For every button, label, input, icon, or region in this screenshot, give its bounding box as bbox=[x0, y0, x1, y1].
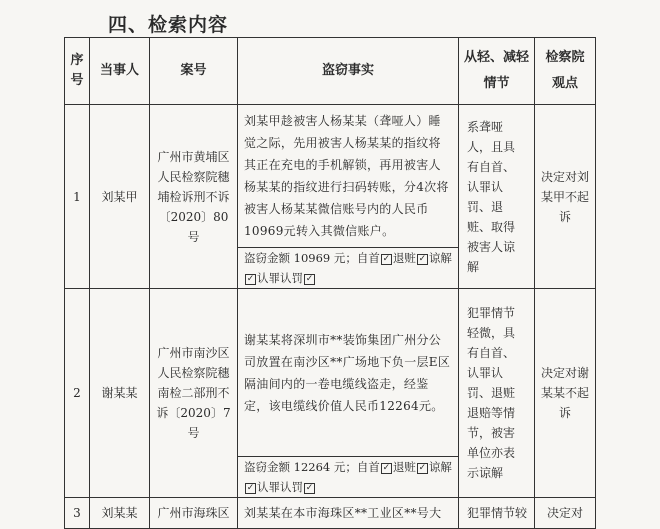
row-amount-line: 盗窃金额 12264 元；自首 ✓ 退赃 ✓ 谅解✓ 认罪认罚 ✓ bbox=[238, 457, 459, 498]
header-party: 当事人 bbox=[90, 38, 150, 105]
checkbox: ✓ bbox=[246, 482, 255, 493]
search-results-table bbox=[64, 37, 596, 529]
table-row bbox=[65, 498, 596, 529]
checkbox: ✓ bbox=[305, 482, 314, 493]
row-mitigation: 系聋哑人，且具有自首、认罪认罚、退赃、取得被害人谅解 bbox=[459, 105, 535, 289]
header-opinion: 检察院观点 bbox=[535, 38, 596, 105]
row-party: 刘某甲 bbox=[90, 105, 150, 289]
row-party: 谢某某 bbox=[90, 289, 150, 498]
row-amount-line: 盗窃金额 10969 元；自首 ✓ 退赃 ✓ 谅解✓ 认罪认罚 ✓ bbox=[238, 248, 459, 289]
header-seq: 序号 bbox=[65, 38, 90, 105]
row-seq: 2 bbox=[65, 289, 90, 498]
row-mitigation: 犯罪情节轻微，具有自首、认罪认罚、退赃退赔等情节，被害单位亦表示谅解 bbox=[459, 289, 535, 498]
row-opinion: 决定对刘某甲不起诉 bbox=[535, 105, 596, 289]
row-case-no: 广州市黄埔区人民检察院穗埔检诉刑不诉〔2020〕80号 bbox=[150, 105, 238, 289]
checkbox: ✓ bbox=[418, 462, 427, 473]
table-row bbox=[65, 289, 596, 457]
section-title: 四、检索内容 bbox=[108, 14, 229, 36]
checkbox: ✓ bbox=[382, 462, 391, 473]
row-case-no: 广州市南沙区人民检察院穗南检二部刑不诉〔2020〕7号 bbox=[150, 289, 238, 498]
row-mitigation: 犯罪情节较 bbox=[459, 498, 535, 529]
row-facts: 刘某甲趁被害人杨某某（聋哑人）睡觉之际，先用被害人杨某某的指纹将其正在充电的手机解锁，再用被害人杨某某的指纹进行扫码转账，分4次将被害人杨某某微信账号内的人民币10969元转入其微信账户。 bbox=[238, 105, 459, 248]
row-party: 刘某某 bbox=[90, 498, 150, 529]
checkbox: ✓ bbox=[246, 273, 255, 284]
row-opinion: 决定对 bbox=[535, 498, 596, 529]
header-mitigation: 从轻、减轻情节 bbox=[459, 38, 535, 105]
table-row bbox=[65, 105, 596, 248]
row-case-no: 广州市海珠区 bbox=[150, 498, 238, 529]
checkbox: ✓ bbox=[382, 253, 391, 264]
header-facts: 盗窃事实 bbox=[238, 38, 459, 105]
checkbox: ✓ bbox=[418, 253, 427, 264]
row-facts: 谢某某将深圳市**装饰集团广州分公司放置在南沙区**广场地下负一层E区隔油间内的一卷电缆线盗走，经鉴定，该电缆线价值人民币12264元。 bbox=[238, 289, 459, 457]
header-row bbox=[65, 38, 596, 105]
row-facts: 刘某某在本市海珠区**工业区**号大 bbox=[238, 498, 459, 529]
checkbox: ✓ bbox=[305, 273, 314, 284]
header-case-no: 案号 bbox=[150, 38, 238, 105]
row-seq: 3 bbox=[65, 498, 90, 529]
row-seq: 1 bbox=[65, 105, 90, 289]
row-opinion: 决定对谢某某不起诉 bbox=[535, 289, 596, 498]
